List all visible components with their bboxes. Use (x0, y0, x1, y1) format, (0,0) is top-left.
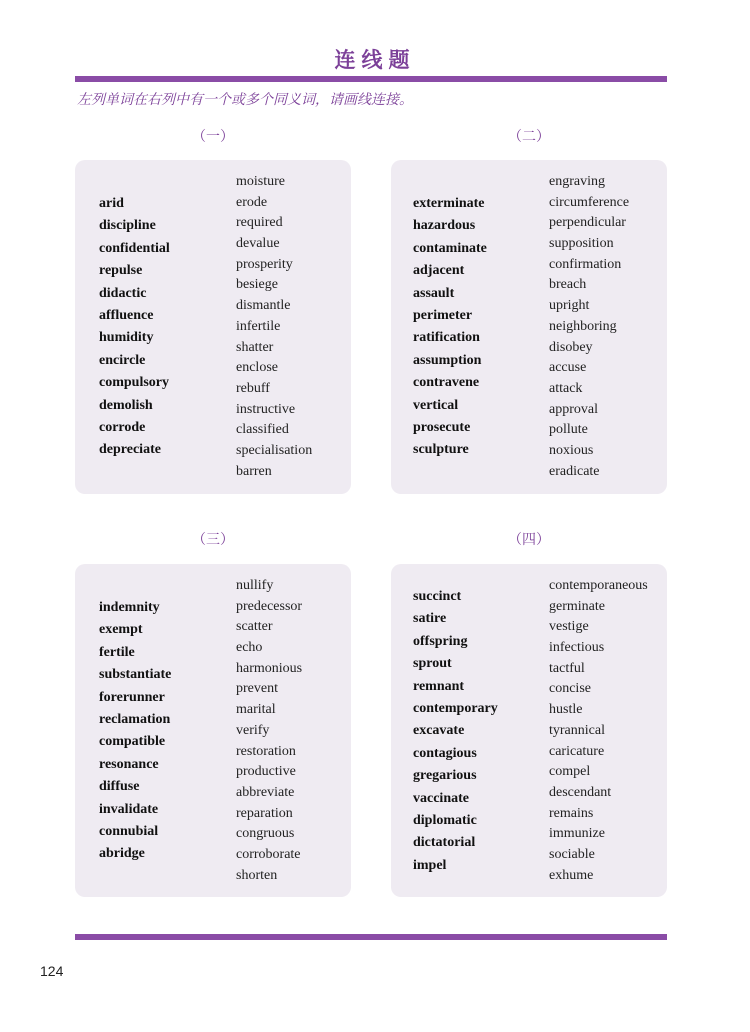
word-item: descendant (549, 784, 612, 800)
word-item: shatter (236, 339, 274, 355)
word-item: scatter (236, 619, 273, 635)
word-item: adjacent (413, 263, 465, 279)
word-item: vaccinate (413, 790, 469, 806)
word-item: resonance (99, 756, 159, 772)
word-item: supposition (549, 236, 614, 252)
word-item: nullify (236, 578, 274, 593)
word-item: compel (549, 764, 591, 780)
word-item: contagious (413, 745, 477, 761)
word-item: repulse (99, 263, 143, 279)
word-item: abbreviate (236, 784, 295, 800)
word-item: immunize (549, 826, 605, 842)
word-item: germinate (549, 598, 605, 614)
section-2-box (391, 160, 667, 494)
word-item: satire (413, 611, 447, 627)
section-3-right-list (236, 576, 302, 886)
word-item: infectious (549, 640, 605, 656)
word-item: arid (99, 196, 124, 211)
word-item: concise (549, 681, 591, 697)
word-item: exempt (99, 622, 143, 638)
word-item: corrode (99, 419, 146, 435)
word-item: infertile (236, 318, 281, 334)
word-item: breach (549, 277, 587, 293)
section-4-right-list (549, 576, 648, 886)
word-item: abridge (99, 846, 145, 862)
word-item: remnant (413, 678, 465, 694)
word-item: upright (549, 298, 590, 314)
word-item: specialisation (236, 442, 313, 458)
word-item: excavate (413, 723, 465, 739)
word-item: noxious (549, 442, 594, 458)
word-item: engraving (549, 174, 605, 189)
section-3-label: （三） (192, 532, 234, 548)
word-item: hustle (549, 702, 583, 718)
word-item: invalidate (99, 801, 159, 817)
word-item: classified (236, 422, 289, 438)
word-item: contemporaneous (549, 578, 648, 593)
word-item: dictatorial (413, 835, 476, 851)
word-item: caricature (549, 743, 605, 759)
word-item: verify (236, 722, 270, 738)
word-item: ratification (413, 330, 480, 346)
word-item: didactic (99, 285, 147, 301)
word-item: enclose (236, 360, 278, 376)
word-item: disobey (549, 339, 593, 355)
word-item: dismantle (236, 298, 291, 314)
section-2-label: （二） (508, 129, 550, 145)
word-item: neighboring (549, 318, 617, 334)
word-item: diplomatic (413, 812, 477, 828)
word-item: contravene (413, 375, 480, 391)
word-item: compulsory (99, 375, 169, 391)
section-4-left-list (413, 586, 498, 877)
word-item: demolish (99, 397, 153, 413)
word-item: contaminate (413, 240, 487, 256)
section-4-label: （四） (508, 532, 550, 548)
word-item: fertile (99, 644, 135, 660)
word-item: gregarious (413, 768, 477, 784)
section-1-left-list (99, 193, 170, 462)
section-2-right-list (549, 172, 629, 482)
word-item: depreciate (99, 442, 161, 458)
word-item: impel (413, 857, 447, 873)
word-item: affluence (99, 307, 154, 323)
bottom-divider (75, 934, 667, 940)
word-item: succinct (413, 589, 462, 604)
section-3-left-list (99, 597, 171, 866)
section-1-box (75, 160, 351, 494)
word-item: pollute (549, 422, 588, 438)
word-item: attack (549, 380, 583, 396)
word-item: reparation (236, 805, 293, 821)
word-item: forerunner (99, 689, 165, 705)
word-item: harmonious (236, 660, 303, 676)
instruction-text: 左列单词在右列中有一个或多个同义词，请画线连接。 (77, 92, 413, 108)
word-item: assumption (413, 352, 482, 368)
word-item: shorten (236, 867, 278, 883)
word-item: sociable (549, 846, 595, 862)
word-item: remains (549, 805, 594, 821)
section-2-left-list (413, 193, 487, 462)
word-item: rebuff (236, 380, 270, 396)
word-item: productive (236, 764, 296, 780)
word-item: confirmation (549, 256, 622, 272)
word-item: prosperity (236, 256, 293, 272)
word-item: discipline (99, 218, 156, 234)
word-item: eradicate (549, 463, 600, 479)
word-item: congruous (236, 826, 295, 842)
word-item: prevent (236, 681, 278, 697)
section-4-box (391, 564, 667, 897)
section-1-right-list (236, 172, 312, 482)
word-item: hazardous (413, 218, 476, 234)
word-item: perimeter (413, 307, 473, 323)
page-title: 连线题 (334, 48, 416, 72)
word-item: perpendicular (549, 215, 626, 231)
word-item: tactful (549, 660, 585, 676)
word-item: exhume (549, 867, 594, 883)
word-item: compatible (99, 734, 166, 750)
word-item: besiege (236, 277, 278, 293)
word-item: devalue (236, 236, 280, 252)
word-item: vestige (549, 619, 589, 635)
word-item: moisture (236, 174, 285, 189)
word-item: reclamation (99, 711, 171, 727)
word-item: connubial (99, 823, 159, 839)
word-item: tyrannical (549, 722, 605, 738)
word-item: sprout (413, 656, 452, 672)
word-item: echo (236, 640, 263, 656)
word-item: accuse (549, 360, 587, 376)
page-number: 124 (40, 963, 64, 979)
word-item: confidential (99, 240, 170, 256)
word-item: diffuse (99, 779, 140, 795)
word-item: contemporary (413, 700, 498, 716)
section-3-box (75, 564, 351, 897)
word-item: substantiate (99, 667, 172, 683)
word-item: barren (236, 463, 272, 479)
word-item: circumference (549, 194, 630, 210)
word-item: indemnity (99, 600, 160, 615)
word-item: prosecute (413, 419, 471, 435)
word-item: restoration (236, 743, 296, 759)
section-1-label: （一） (192, 129, 234, 145)
word-item: approval (549, 401, 598, 417)
top-divider (75, 76, 667, 82)
word-item: corroborate (236, 846, 301, 862)
word-item: erode (236, 194, 268, 210)
word-item: instructive (236, 401, 296, 417)
word-item: offspring (413, 633, 468, 649)
word-item: encircle (99, 352, 146, 368)
word-item: assault (413, 285, 455, 301)
word-item: vertical (413, 397, 459, 413)
word-item: sculpture (413, 442, 469, 458)
word-item: required (236, 215, 283, 231)
word-item: humidity (99, 330, 154, 346)
word-item: marital (236, 702, 276, 718)
word-item: predecessor (236, 598, 303, 614)
word-item: exterminate (413, 196, 485, 211)
